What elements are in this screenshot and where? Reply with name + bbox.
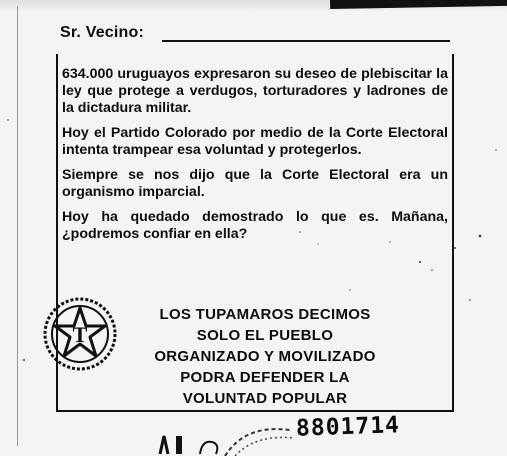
slogan-line: ORGANIZADO Y MOVILIZADO xyxy=(154,348,376,365)
slogan-line: LOS TUPAMAROS DECIMOS xyxy=(159,306,371,323)
slogan-block xyxy=(100,304,430,409)
paragraph-partido-colorado: Hoy el Partido Colorado por medio de la Corte Electoral intenta trampear esa voluntad y protegerlos. xyxy=(62,125,448,158)
slogan-line: SOLO EL PUEBLO xyxy=(196,327,334,344)
paragraph-question: Hoy ha quedado demostrado lo que es. Mañana, ¿podremos confiar en ella? xyxy=(62,209,448,242)
body-text xyxy=(62,66,448,251)
slogan-line: VOLUNTAD POPULAR xyxy=(182,390,348,407)
logo-letter: T xyxy=(72,322,88,347)
slogan-line: PODRA DEFENDER LA xyxy=(180,369,350,386)
page-margin-line xyxy=(17,6,18,446)
serial-number: 8801714 xyxy=(295,412,401,442)
paragraph-plebiscite: 634.000 uruguayos expresaron su deseo de plebiscitar la ley que protege a verdugos, torturadores y ladrones de la dictadura militar. xyxy=(62,66,448,116)
heading-underline xyxy=(162,40,450,42)
paragraph-corte-electoral: Siempre se nos dijo que la Corte Electoral era un organismo imparcial. xyxy=(62,167,448,200)
greeting-heading: Sr. Vecino: xyxy=(60,24,145,41)
